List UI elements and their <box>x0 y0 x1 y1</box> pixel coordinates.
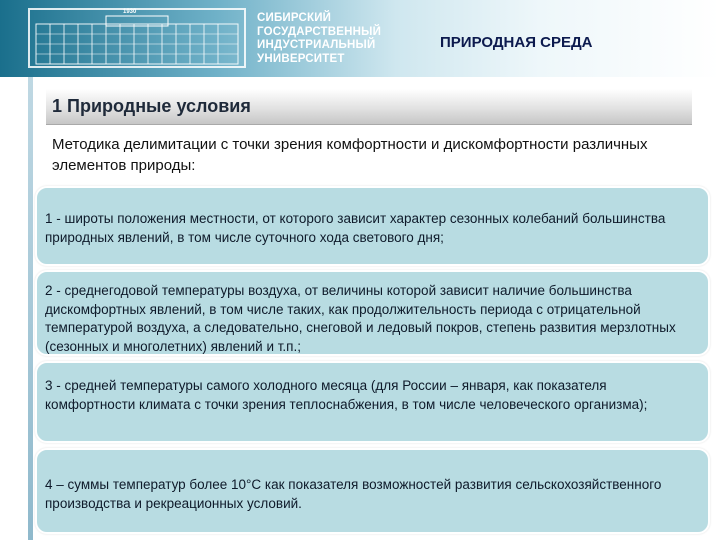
logo-badge: 1930 <box>123 9 137 15</box>
section-title: 1 Природные условия <box>52 96 251 116</box>
building-facade-icon <box>30 10 244 66</box>
list-item: 4 – суммы температур более 10°С как показателя возможностей развития сельскохозяйственного производства и рекреационных условий. <box>35 448 710 534</box>
university-name-line: УНИВЕРСИТЕТ <box>257 52 345 65</box>
university-name-line: СИБИРСКИЙ <box>257 12 332 24</box>
university-name-line: ГОСУДАРСТВЕННЫЙ <box>257 25 382 38</box>
slide-topic: ПРИРОДНАЯ СРЕДА <box>440 34 593 51</box>
list-item: 2 - среднегодовой температуры воздуха, от величины которой зависит наличие большинства дискомфортных явлений, в том числе таких, как продолжительность периода с отрицательной температурой воздуха, а следовательно, снеговой и ледовый покров, степень развития мерзлотных (сезонных и многолетних) явлений и т.п.; <box>35 270 710 356</box>
university-name-line: ИНДУСТРИАЛЬНЫЙ <box>257 39 376 51</box>
university-name <box>257 12 381 66</box>
list-item: 1 - широты положения местности, от которого зависит характер сезонных колебаний большинства природных явлений, в том числе суточного хода светового дня; <box>35 186 710 266</box>
intro-text: Методика делимитации с точки зрения комфортности и дискомфортности различных элементов природы: <box>52 136 648 174</box>
header-banner <box>0 0 720 77</box>
list-item: 3 - средней температуры самого холодного месяца (для России – января, как показателя комфортности климата с точки зрения теплоснабжения, в том числе человеческого организма); <box>35 361 710 443</box>
section-header-bar <box>46 89 692 125</box>
university-building-logo <box>28 8 246 68</box>
left-accent-bar <box>28 77 33 540</box>
